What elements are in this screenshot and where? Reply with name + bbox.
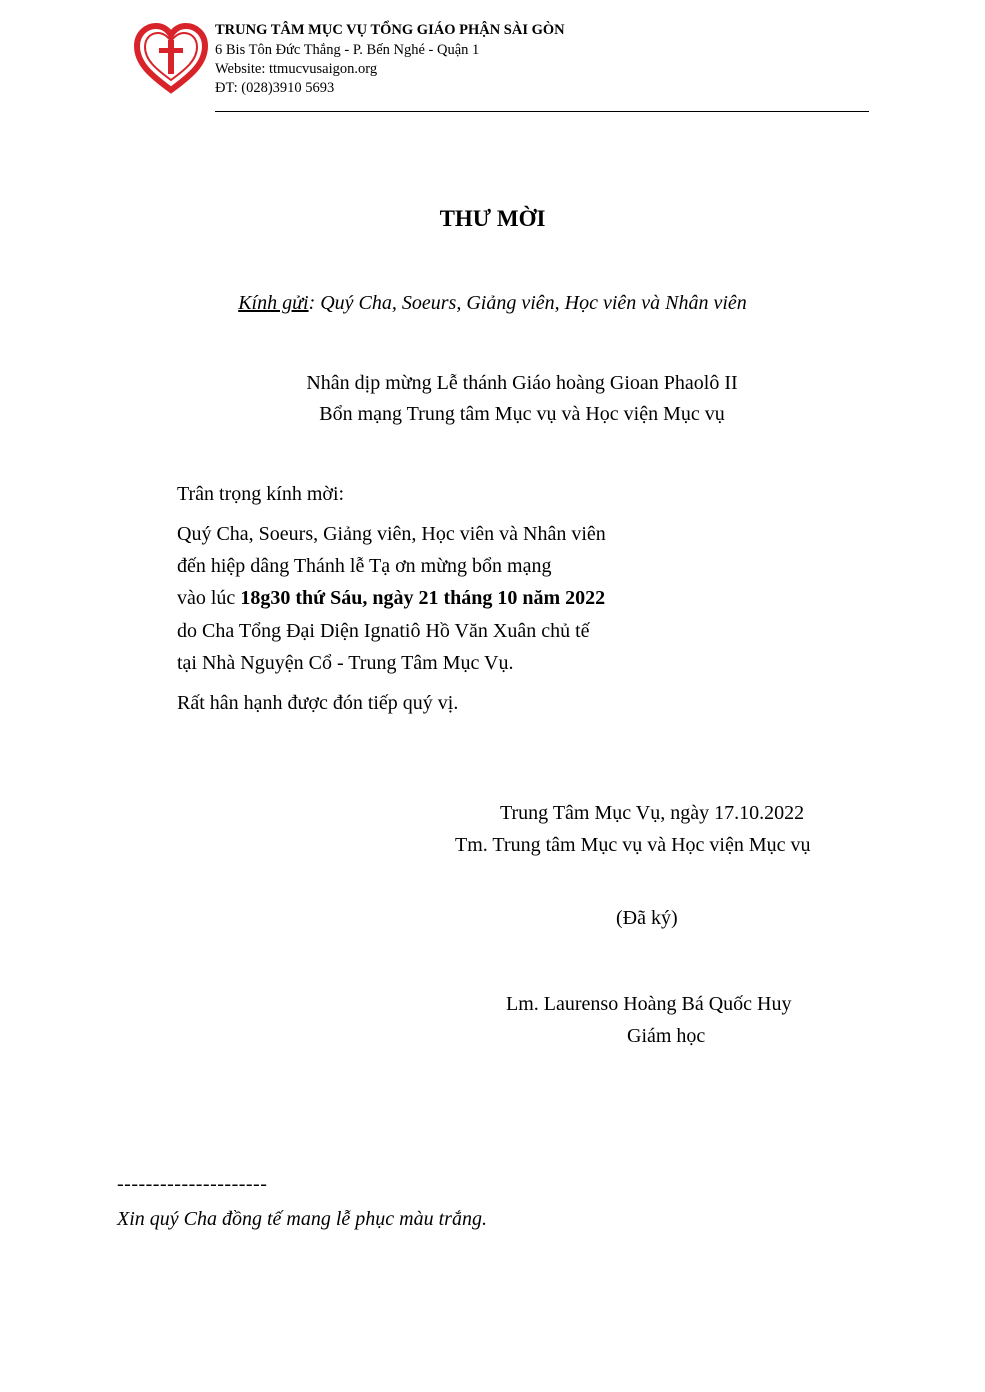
org-phone: ĐT: (028)3910 5693 [215,80,335,96]
letter-title: THƯ MỜI [439,206,546,231]
time-bold: 18g30 thứ Sáu, ngày 21 tháng 10 năm 2022 [240,587,606,609]
org-address: 6 Bis Tôn Đức Thắng - P. Bến Nghé - Quận 1 [215,42,480,58]
footnote: Xin quý Cha đồng tế mang lễ phục màu trắng. [117,1208,487,1230]
signature-on-behalf: Tm. Trung tâm Mục vụ và Học viện Mục vụ [455,834,811,856]
time-prefix: vào lúc [177,587,241,609]
header-divider [215,111,869,112]
recipients-colon: : [308,292,316,314]
heart-cross-icon [134,22,208,96]
signer-role: Giám học [627,1025,706,1047]
recipients-line [0,292,985,315]
recipients-label: Kính gửi [238,292,309,314]
signature-place-date: Trung Tâm Mục Vụ, ngày 17.10.2022 [500,802,805,824]
occasion-line-2: Bổn mạng Trung tâm Mục vụ và Học viện Mục vụ [319,403,725,425]
invite-line-2: đến hiệp dâng Thánh lễ Tạ ơn mừng bổn mạng [177,555,552,577]
closing: Rất hân hạnh được đón tiếp quý vị. [177,692,459,714]
invite-line-1: Quý Cha, Soeurs, Giảng viên, Học viên và Nhân viên [177,523,606,545]
invite-time-line [177,587,605,610]
occasion-line-1: Nhân dịp mừng Lễ thánh Giáo hoàng Gioan Phaolô II [306,372,738,394]
signer-name: Lm. Laurenso Hoàng Bá Quốc Huy [506,993,792,1015]
org-name: TRUNG TÂM MỤC VỤ TỔNG GIÁO PHẬN SÀI GÒN [215,22,565,38]
signed-mark: (Đã ký) [616,907,678,929]
invite-line-4: do Cha Tổng Đại Diện Ignatiô Hồ Văn Xuân chủ tế [177,620,590,642]
recipients-text: Quý Cha, Soeurs, Giảng viên, Học viên và Nhân viên [320,292,747,314]
invite-line-5: tại Nhà Nguyện Cổ - Trung Tâm Mục Vụ. [177,652,514,674]
greeting: Trân trọng kính mời: [177,483,345,505]
footnote-separator: --------------------- [117,1173,268,1195]
org-website: Website: ttmucvusaigon.org [215,61,378,77]
